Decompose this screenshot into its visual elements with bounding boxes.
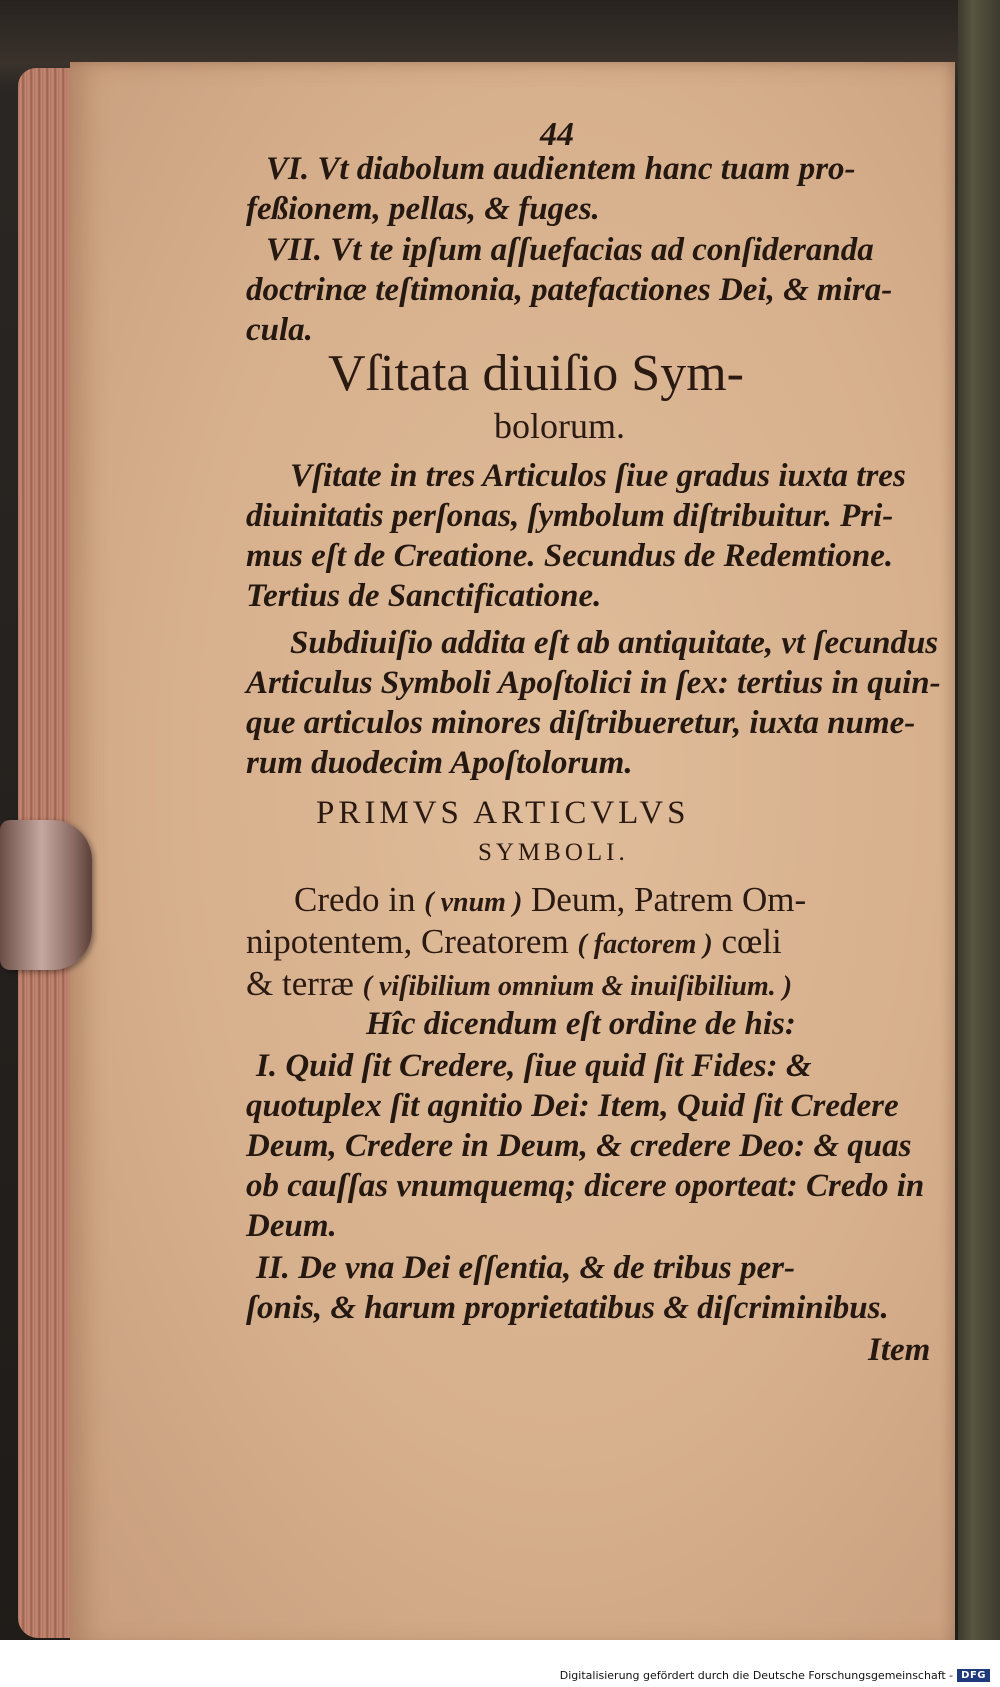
footer-text: Digitalisierung gefördert durch die Deutsche Forschungsgemeinschaft - [559, 1669, 954, 1682]
footer [560, 1669, 990, 1682]
text-line: Hîc dicendum eſt ordine de his: [366, 1006, 796, 1042]
creed-gloss: ( factorem ) [577, 929, 713, 960]
article-heading: PRIMVS ARTICVLVS [316, 795, 690, 831]
text-line: VII. Vt te ipſum aſſuefacias ad conſideranda [266, 232, 874, 268]
clasp [0, 820, 92, 970]
creed-line [246, 924, 782, 959]
text-line: rum duodecim Apoſtolorum. [246, 745, 633, 781]
text-line: Subdiuiſio addita eſt ab antiquitate, vt ſecundus [290, 625, 939, 661]
dfg-logo: DFG [957, 1669, 990, 1682]
text-line: que articulos minores diſtribueretur, iuxta nume- [246, 705, 916, 741]
page-number: 44 [540, 116, 574, 153]
text-line: Articulus Symboli Apoſtolici in ſex: tertius in quin- [246, 665, 941, 701]
text-line: quotuplex ſit agnitio Dei: Item, Quid ſit Credere [246, 1088, 899, 1124]
creed-text: & terræ [246, 964, 363, 1003]
text-line: VI. Vt diabolum audientem hanc tuam pro- [266, 151, 856, 187]
text-line: ſonis, & harum proprietatibus & diſcriminibus. [246, 1290, 889, 1326]
text-line: doctrinæ teſtimonia, patefactiones Dei, & mira- [246, 272, 893, 308]
text-line: I. Quid ſit Credere, ſiue quid ſit Fides: & [256, 1048, 812, 1084]
creed-line [246, 966, 792, 1001]
creed-text: Deum, Patrem Om- [522, 880, 807, 919]
creed-gloss: ( viſibilium omnium & inuiſibilium. ) [362, 971, 793, 1002]
creed-line [294, 882, 806, 917]
text-line: diuinitatis perſonas, ſymbolum diſtribuitur. Pri- [246, 498, 894, 534]
text-line: ob cauſſas vnumquemq; dicere oporteat: Credo in [246, 1168, 925, 1204]
creed-text: nipotentem, Creatorem [246, 922, 578, 961]
text-line: cula. [246, 312, 313, 348]
text-line: II. De vna Dei eſſentia, & de tribus per- [256, 1250, 795, 1286]
text-line: feßionem, pellas, & fuges. [246, 191, 600, 227]
binding-strap [958, 0, 1000, 1687]
book-page [70, 62, 955, 1647]
text-line: Tertius de Sanctificatione. [246, 578, 602, 614]
article-subheading: SYMBOLI. [478, 839, 629, 866]
creed-gloss: ( vnum ) [424, 887, 523, 918]
creed-text: cœli [712, 922, 782, 961]
text-line: Vſitate in tres Articulos ſiue gradus iuxta tres [290, 458, 906, 494]
section-heading: Vſitata diuiſio Sym- [328, 345, 744, 402]
catchword: Item [868, 1332, 931, 1368]
text-line: Deum, Credere in Deum, & credere Deo: & quas [246, 1128, 912, 1164]
creed-text: Credo in [294, 880, 425, 919]
section-heading-cont: bolorum. [494, 406, 625, 446]
text-line: mus eſt de Creatione. Secundus de Redemtione. [246, 538, 894, 574]
text-line: Deum. [246, 1208, 337, 1244]
